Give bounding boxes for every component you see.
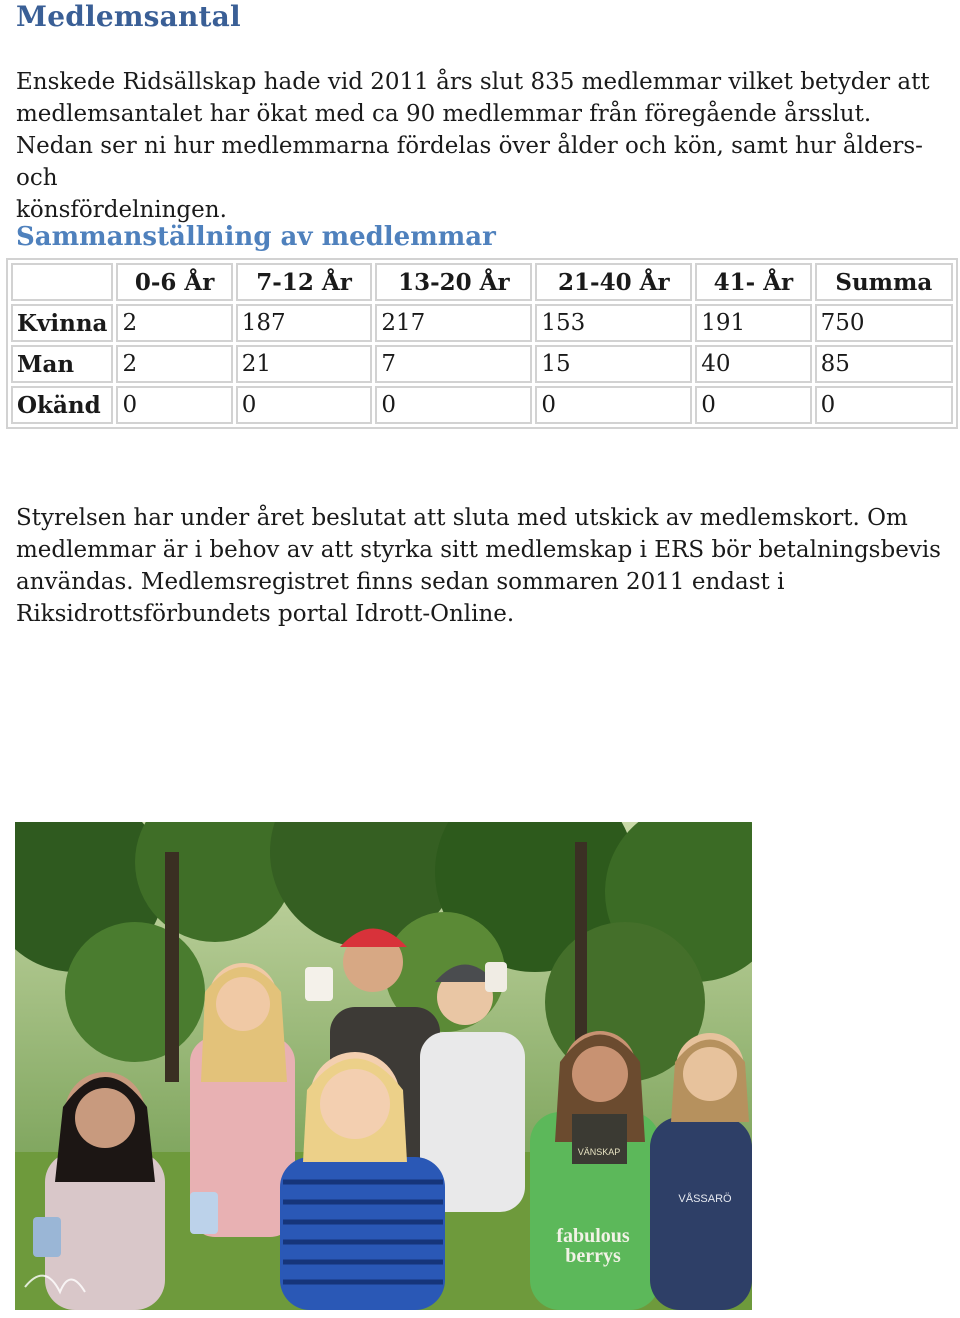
row-label: Okänd [11, 386, 113, 424]
table-header-row [11, 263, 953, 301]
table-cell: 2 [116, 345, 232, 383]
outro-line: medlemmar är i behov av att styrka sitt medlemskap i ERS bör betalningsbevis [16, 537, 941, 563]
column-header: 13-20 År [375, 263, 532, 301]
table-cell: 2 [116, 304, 232, 342]
column-header: 21-40 År [535, 263, 692, 301]
outro-line: Styrelsen har under året beslutat att sluta med utskick av medlemskort. Om [16, 505, 908, 531]
members-table [6, 258, 958, 429]
table-cell: 40 [695, 345, 811, 383]
table-title: Sammanställning av medlemmar [16, 222, 496, 252]
group-photo [15, 822, 752, 1310]
column-header: 0-6 År [116, 263, 232, 301]
table-cell: 85 [815, 345, 953, 383]
photo-illustration [15, 822, 752, 1310]
table-cell: 217 [375, 304, 532, 342]
table-cell: 0 [236, 386, 373, 424]
outro-paragraph [16, 502, 956, 630]
intro-line: Enskede Ridsällskap hade vid 2011 års slut 835 medlemmar vilket betyder att [16, 69, 930, 95]
table-cell: 15 [535, 345, 692, 383]
page-title: Medlemsantal [16, 0, 241, 33]
column-header: 41- År [695, 263, 811, 301]
intro-paragraph [16, 66, 960, 226]
row-label: Man [11, 345, 113, 383]
table-cell: 187 [236, 304, 373, 342]
table-cell: 0 [116, 386, 232, 424]
table-cell: 153 [535, 304, 692, 342]
column-header: 7-12 År [236, 263, 373, 301]
shirt-text: berrys [565, 1245, 621, 1267]
box-label: VÄNSKAP [577, 1147, 621, 1157]
table-cell: 0 [375, 386, 532, 424]
table-row [11, 304, 953, 342]
row-label: Kvinna [11, 304, 113, 342]
table-cell: 21 [236, 345, 373, 383]
column-header [11, 263, 113, 301]
shirt-text: VÅSSARÖ [678, 1193, 732, 1205]
table-cell: 191 [695, 304, 811, 342]
column-header: Summa [815, 263, 953, 301]
table-cell: 0 [535, 386, 692, 424]
table-cell: 750 [815, 304, 953, 342]
table-row [11, 386, 953, 424]
intro-line: Nedan ser ni hur medlemmarna fördelas över ålder och kön, samt hur ålders- och [16, 133, 923, 191]
table-cell: 7 [375, 345, 532, 383]
table-cell: 0 [815, 386, 953, 424]
intro-line: medlemsantalet har ökat med ca 90 medlemmar från föregående årsslut. [16, 101, 872, 127]
intro-line: könsfördelningen. [16, 197, 227, 223]
shirt-text: fabulous [556, 1225, 630, 1247]
outro-line: användas. Medlemsregistret finns sedan sommaren 2011 endast i [16, 569, 785, 595]
outro-line: Riksidrottsförbundets portal Idrott-Online. [16, 601, 515, 627]
table-row [11, 345, 953, 383]
table-cell: 0 [695, 386, 811, 424]
